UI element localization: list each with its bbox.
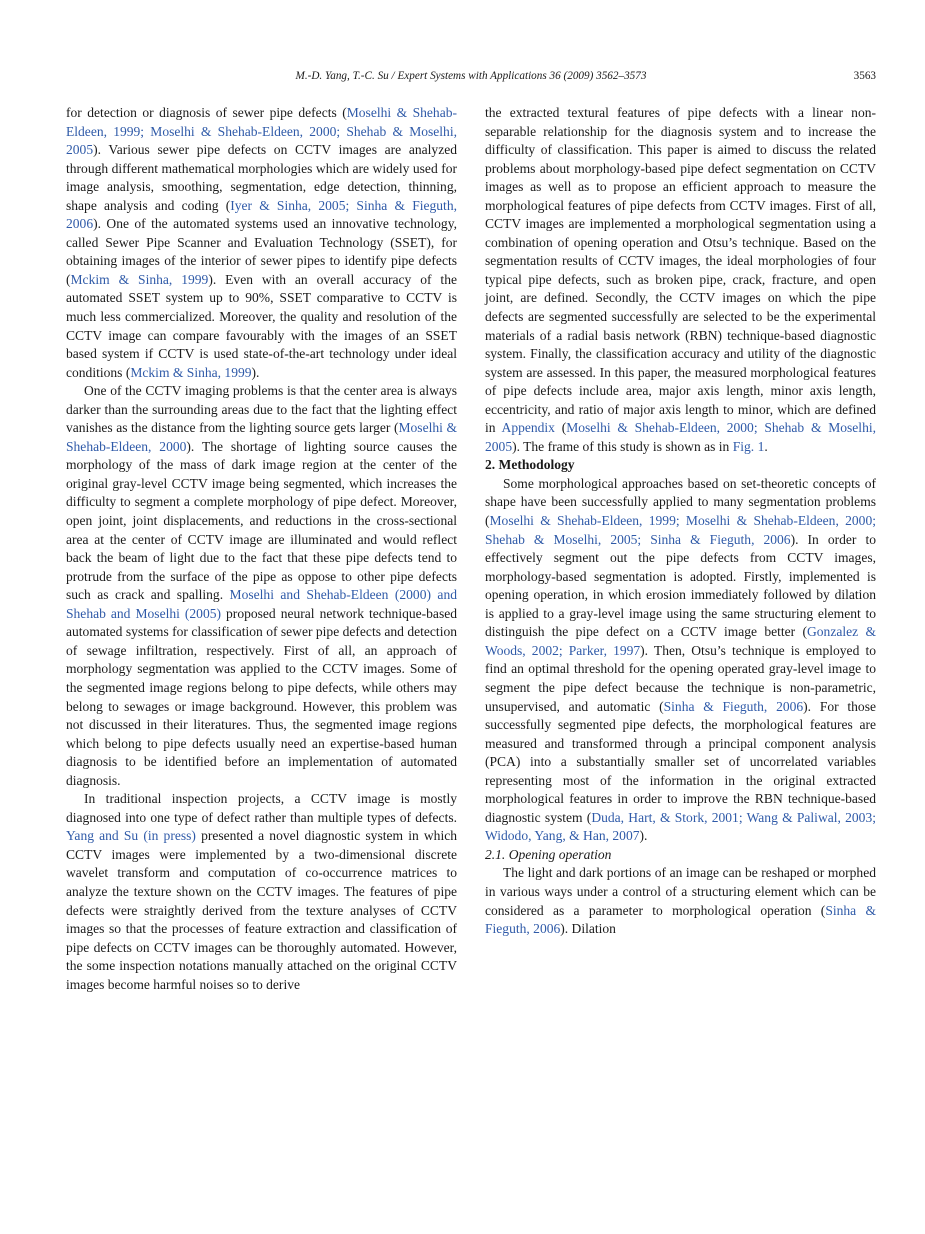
body-text: ). (639, 828, 648, 844)
citation-link[interactable]: Mckim & Sinha, 1999 (130, 364, 252, 380)
citation-link[interactable]: Moselhi & Shehab-Eldeen, 1999; Moselhi & Shehab-Eldeen, 2000; Shehab & Moselhi, 2005; Sinha & Fieguth, 2006 (485, 513, 876, 547)
citation-link[interactable]: Moselhi & Shehab-Eldeen, 2000 (66, 420, 457, 454)
body-text: presented a novel diagnostic system in which CCTV images were implemented by a two-dimensional discrete wavelet transform and computation of co-occurrence matrices to analyze the texture shown on the CCTV images. The features of pipe defects were straightly derived from the texture analyses of CCTV images so that the processes of feature extraction and classification of pipe defects on CCTV images can be thoroughly automated. However, the some inspection notations manually attached on the original CCTV images become harmful noises so to derive (66, 828, 457, 992)
citation-link[interactable]: Mckim & Sinha, 1999 (70, 271, 209, 287)
subsection-heading: 2.1. Opening operation (485, 846, 612, 862)
body-text: ). Even with an overall accuracy of the automated SSET system up to 90%, SSET comparative to CCTV is much less commercialized. Moreover, the quality and resolution of the CCTV image can compare favourably with the images of an SSET based system if CCTV is used state-of-the-art technology under ideal conditions ( (66, 271, 457, 380)
body-text: ). For those successfully segmented pipe defects, the morphological features are measured and transformed through a principal component analysis (PCA) into a substantially smaller set of uncorrelated variables representing most of the information in the original extracted morphological features in order to improve the RBN technique-based diagnostic system ( (485, 698, 876, 825)
body-text: ). Then, Otsu’s technique is employed to find an optimal threshold for the opening operated gray-level image to segment the pipe defect because the technique is non-parametric, unsupervised, and automatic ( (485, 642, 876, 714)
body-text: One of the CCTV imaging problems is that the center area is always darker than the surrounding areas due to the fact that the lighting effect vanishes as the distance from the lighting source gets larger ( (66, 383, 457, 436)
body-text: ). One of the automated systems used an innovative technology, called Sewer Pipe Scanner and Evaluation Technology (SSET), for obtaining images of the interior of sewer pipes to identify pipe defects ( (66, 216, 457, 287)
body-text: ). (251, 364, 260, 380)
body-text: . (764, 438, 768, 454)
page-header (66, 70, 876, 90)
body-text: ). In order to effectively segment out the pipe defects from CCTV images, morphology-based segmentation is adopted. Firstly, implemented is opening operation, in which erosion immediately followed by dilation is applied to a gray-level image using the same structuring element to distinguish the pipe defect on a CCTV image better ( (485, 531, 877, 640)
citation-link[interactable]: Yang and Su (in press) (66, 828, 196, 844)
running-head: M.-D. Yang, T.-C. Su / Expert Systems with Applications 36 (2009) 3562–3573 (295, 70, 647, 82)
paragraph (485, 864, 876, 938)
citation-link[interactable]: Duda, Hart, & Stork, 2001; Wang & Paliwal, 2003; Widodo, Yang, & Han, 2007 (485, 809, 876, 844)
citation-link[interactable]: Appendix (501, 420, 555, 436)
body-text: ). The shortage of lighting source causes the morphology of the mass of dark image region at the center of the original gray-level CCTV image being segmented, which increases the difficulty to segment a complete morphology of pipe defect. Moreover, open joint, joint displacements, and reductions in the cross-sectional area at the center of CCTV image are illuminated and would reflect back the beam of light due to the fact that these pipe defects tend to protrude from the surface of the pipe as oppose to other pipe defects such as crack and spalling. (66, 438, 457, 603)
body-text: ). The frame of this study is shown as in (512, 438, 733, 454)
paragraph (66, 104, 457, 382)
body-text: for detection or diagnosis of sewer pipe defects ( (66, 105, 347, 120)
body-text: Some morphological approaches based on set-theoretic concepts of shape have been successfully applied to many segmentation problems ( (485, 475, 876, 529)
section-heading: 2. Methodology (485, 457, 575, 473)
body-text: The light and dark portions of an image can be reshaped or morphed in various ways under a control of a structuring element which can be considered as a parameter to morphological operation ( (485, 865, 876, 918)
citation-link[interactable]: Gonzalez & Woods, 2002; Parker, 1997 (485, 624, 876, 658)
body-text: proposed neural network technique-based automated systems for classification of sewer pipe defects and detection of sewage infiltration, respectively. First of all, an approach of morphology segmentation was applied to the CCTV images. Some of the segmented image regions belong to pipe defects, while others may belong to sewages or image background. However, this problem was not discussed in their literatures. Thus, the segmented image regions which belong to pipe defects usually need an expertise-based human diagnosis to be identified before an implementation of automated diagnosis. (66, 605, 457, 788)
body-text: the extracted textural features of pipe defects with a linear non-separable relationship for the diagnosis system and to increase the difficulty of classification. This paper is aimed to discuss the related problems about morphology-based pipe defect segmentation on CCTV images as well as to propose an efficient approach to measure the morphological features of pipe defects from CCTV images. First of all, CCTV images are implemented a morphological segmentation using a combination of opening operation and Otsu’s technique. Based on the segmentation results of CCTV images, the ideal morphologies of four typical pipe defects, such as broken pipe, crack, fracture, and open joint, are defined. Secondly, the CCTV images on which the pipe defects are segmented successfully are selected to be the experimental materials of a radial basis network (RBN) technique-based diagnostic system. Finally, the classification accuracy and utility of the diagnostic system are assessed. In this paper, the measured morphological features of pipe defects include area, major axis length, minor axis length, eccentricity, and ratio of major axis length to minor, which are defined in (485, 105, 876, 436)
body-text: ). Dilation (560, 921, 616, 937)
citation-link[interactable]: Sinha & Fieguth, 2006 (485, 902, 876, 937)
paragraph (485, 475, 876, 846)
paragraph (66, 790, 457, 994)
citation-link[interactable]: Iyer & Sinha, 2005; Sinha & Fieguth, 2006 (66, 197, 457, 232)
citation-link[interactable]: Moselhi & Shehab-Eldeen, 2000; Shehab & Moselhi, 2005 (485, 420, 876, 454)
right-column (485, 104, 876, 939)
citation-link[interactable]: Fig. 1 (732, 438, 765, 454)
citation-link[interactable]: Moselhi & Shehab-Eldeen, 1999; Moselhi & Shehab-Eldeen, 2000; Shehab & Moselhi, 2005 (66, 105, 458, 158)
body-text: ( (554, 420, 567, 436)
paragraph (485, 104, 876, 456)
body-text: In traditional inspection projects, a CCTV image is mostly diagnosed into one type of defect rather than multiple types of defects. (66, 791, 457, 825)
citation-link[interactable]: Sinha & Fieguth, 2006 (663, 698, 804, 714)
paragraph (66, 382, 457, 790)
left-column (66, 104, 457, 994)
body-text: ). Various sewer pipe defects on CCTV images are analyzed through different mathematical morphologies which are widely used for image analysis, smoothing, segmentation, edge detection, thinning, shape analysis and coding ( (66, 142, 457, 213)
citation-link[interactable]: Moselhi and Shehab-Eldeen (2000) and Shehab and Moselhi (2005) (66, 587, 457, 621)
page-number: 3563 (853, 70, 876, 82)
